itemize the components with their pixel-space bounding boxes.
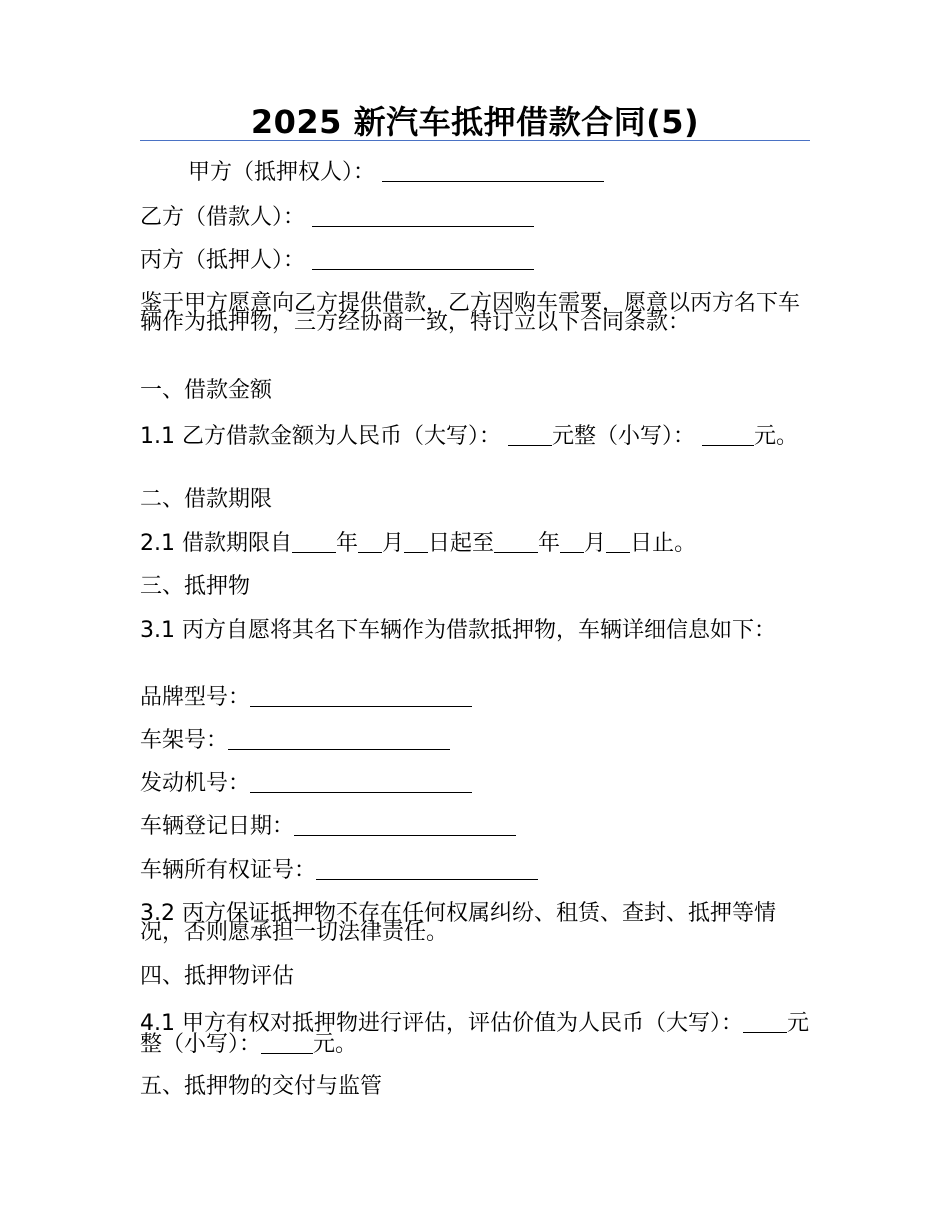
valuation-upper-blank bbox=[743, 1012, 787, 1033]
clause-4-1-text-a: 4.1 甲方有权对抵押物进行评估，评估价值为人民币（大写）： bbox=[140, 1011, 743, 1036]
brand-model-blank bbox=[250, 686, 472, 707]
section2-heading: 二、借款期限 bbox=[140, 487, 273, 512]
clause-3-2: 3.2 丙方保证抵押物不存在任何权属纠纷、租赁、查封、抵押等情况，否则愿承担一切法律责任。 bbox=[140, 901, 776, 945]
start-year-blank bbox=[292, 532, 336, 553]
end-day-blank bbox=[606, 532, 630, 553]
preamble-paragraph: 鉴于甲方愿意向乙方提供借款，乙方因购车需要，愿意以丙方名下车辆作为抵押物，三方经协商一致，特订立以下合同条款： bbox=[140, 291, 801, 335]
start-day-blank bbox=[404, 532, 428, 553]
party-b-line bbox=[140, 203, 810, 233]
start-day-label: 日起至 bbox=[428, 531, 495, 556]
valuation-lower-blank bbox=[261, 1033, 313, 1054]
engine-no-line bbox=[140, 769, 810, 799]
frame-no-blank bbox=[228, 729, 450, 750]
brand-model-line bbox=[140, 683, 810, 713]
party-c-blank bbox=[312, 249, 534, 270]
clause-1-1-text-b: 元整（小写）： bbox=[551, 424, 695, 449]
end-day-label: 日止。 bbox=[630, 531, 697, 556]
ownership-cert-blank bbox=[316, 859, 538, 880]
section5-heading: 五、抵押物的交付与监管 bbox=[140, 1074, 383, 1099]
frame-no-line bbox=[140, 726, 810, 756]
end-month-label: 月 bbox=[584, 531, 607, 556]
clause-4-1-text-c: 元。 bbox=[313, 1032, 358, 1057]
start-year-label: 年 bbox=[335, 531, 358, 556]
document-title: 2025 新汽车抵押借款合同(5) bbox=[250, 103, 700, 141]
section3-heading: 三、抵押物 bbox=[140, 574, 251, 599]
engine-no-blank bbox=[250, 772, 472, 793]
party-b-label: 乙方（借款人）： bbox=[140, 205, 306, 230]
end-year-label: 年 bbox=[538, 531, 561, 556]
start-month-blank bbox=[358, 532, 382, 553]
clause-1-1-text-c: 元。 bbox=[754, 424, 799, 449]
amount-lower-blank bbox=[702, 425, 754, 446]
section1-heading: 一、借款金额 bbox=[140, 378, 273, 403]
party-c-label: 丙方（抵押人）： bbox=[140, 248, 306, 273]
clause-4-1-text-b: 元整（小写）： bbox=[140, 1011, 809, 1057]
frame-no-label: 车架号： bbox=[140, 728, 229, 753]
party-a-label: 甲方（抵押权人）： bbox=[188, 160, 376, 185]
start-month-label: 月 bbox=[382, 531, 405, 556]
clause-4-1 bbox=[140, 1011, 812, 1057]
ownership-cert-label: 车辆所有权证号： bbox=[140, 858, 317, 883]
clause-1-1 bbox=[140, 425, 812, 447]
title-underline bbox=[140, 140, 810, 141]
reg-date-blank bbox=[294, 815, 516, 836]
reg-date-label: 车辆登记日期： bbox=[140, 814, 295, 839]
party-a-line bbox=[188, 158, 858, 188]
engine-no-label: 发动机号： bbox=[140, 771, 251, 796]
end-year-blank bbox=[494, 532, 538, 553]
end-month-blank bbox=[560, 532, 584, 553]
clause-1-1-text-a: 1.1 乙方借款金额为人民币（大写）： bbox=[140, 424, 501, 449]
reg-date-line bbox=[140, 812, 810, 842]
party-b-blank bbox=[312, 206, 534, 227]
party-c-line bbox=[140, 246, 810, 276]
clause-2-1-text: 2.1 借款期限自 bbox=[140, 531, 292, 556]
clause-2-1 bbox=[140, 529, 810, 559]
clause-3-1: 3.1 丙方自愿将其名下车辆作为借款抵押物，车辆详细信息如下： bbox=[140, 618, 776, 643]
section4-heading: 四、抵押物评估 bbox=[140, 964, 295, 989]
brand-model-label: 品牌型号： bbox=[140, 685, 251, 710]
party-a-blank bbox=[382, 161, 604, 182]
ownership-cert-line bbox=[140, 856, 810, 886]
amount-upper-blank bbox=[508, 425, 552, 446]
